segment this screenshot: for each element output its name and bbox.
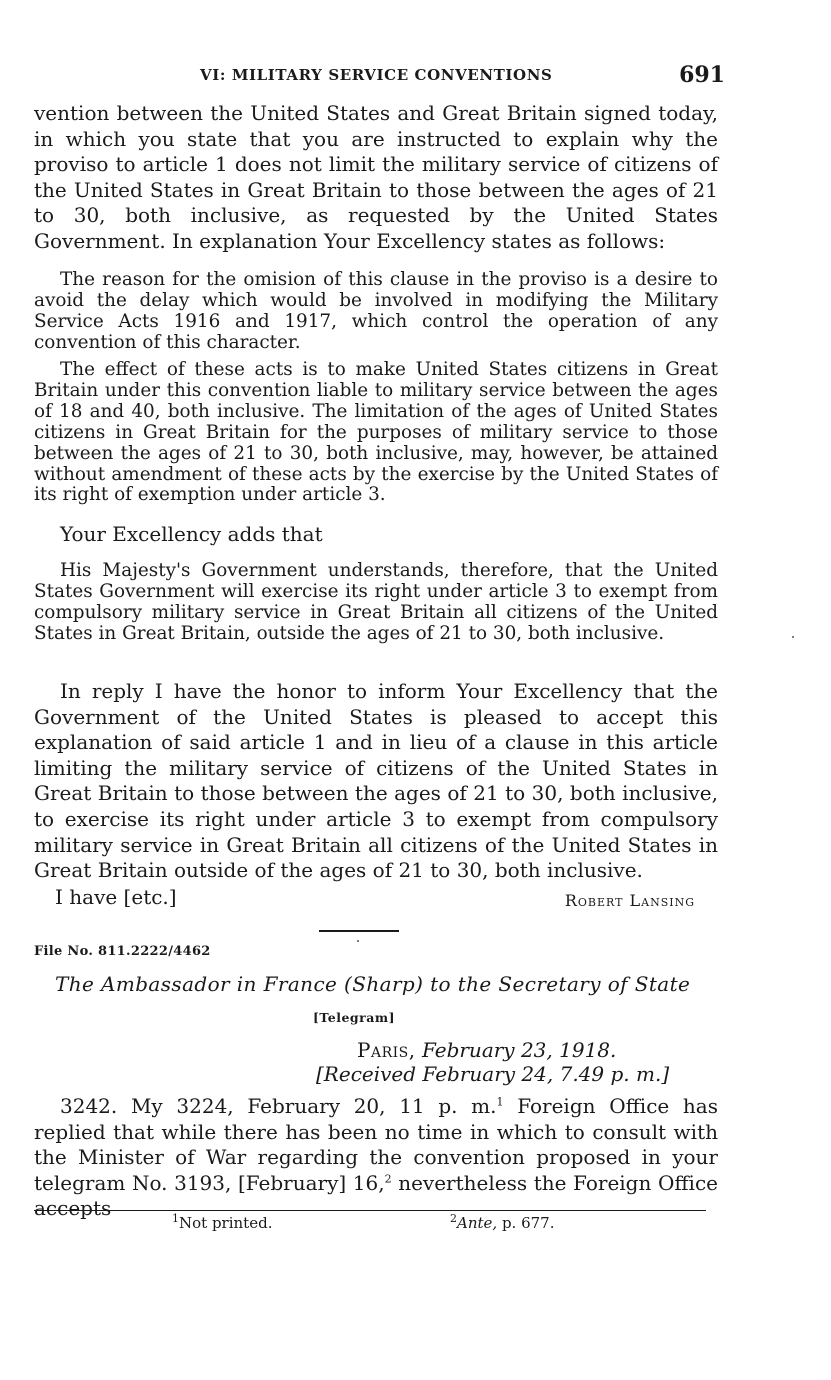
page-number: 691	[679, 62, 725, 88]
footnote-1-text: Not printed.	[179, 1214, 273, 1232]
quoted-paragraph-2: The effect of these acts is to make United States citizens in Great Britain under this convention liable to military service between the ages of 18 and 40, both inclusive. The limitation of the ages of United States citizens in Great Britain for the purposes of military service to those between the ages of 21 to 30, both inclusive, may, however, be attained without amendment of these acts by the exercise by the United States of its right of exemption under article 3.	[34, 359, 718, 506]
document-title: The Ambassador in France (Sharp) to the Secretary of State	[55, 972, 691, 996]
print-speck	[792, 636, 794, 638]
telegram-body	[34, 1094, 718, 1222]
footnote-2	[450, 1214, 554, 1232]
footnote-2-ante: Ante,	[457, 1214, 498, 1232]
dateline	[357, 1038, 616, 1062]
print-speck	[357, 940, 359, 942]
footnote-rule	[34, 1210, 706, 1211]
footnote-ref-2: 2	[384, 1172, 392, 1186]
telegram-text-2: Foreign Office has replied that while there has been no time in which to consult with the Minister of War regarding the convention proposed in your telegram No. 3193, [February] 16,	[34, 1094, 718, 1195]
quoted-paragraph-1: The reason for the omision of this clause in the proviso is a desire to avoid the delay which would be involved in modifying the Military Service Acts 1916 and 1917, which control the operation of any convention of this character.	[34, 269, 718, 353]
footnote-2-marker: 2	[450, 1212, 457, 1225]
page-header	[40, 62, 725, 92]
quoted-paragraph-3: His Majesty's Government understands, therefore, that the United States Government will exercise its right under article 3 to exempt from compulsory military service in Great Britain all citizens of the United States in Great Britain, outside the ages of 21 to 30, both inclusive.	[34, 560, 718, 644]
signoff	[55, 885, 695, 913]
footnote-1-marker: 1	[172, 1212, 179, 1225]
signature: Robert Lansing	[564, 891, 695, 910]
adds-paragraph: Your Excellency adds that	[60, 522, 323, 546]
running-head: VI: MILITARY SERVICE CONVENTIONS	[200, 66, 553, 84]
received-note: [Received February 24, 7.49 p. m.]	[316, 1062, 670, 1086]
reply-paragraph: In reply I have the honor to inform Your Excellency that the Government of the United States is pleased to accept this explanation of said article 1 and in lieu of a clause in this article limiting the military service of citizens of the United States in Great Britain to those between the ages of 21 to 30, both inclusive, to exercise its right under article 3 to exempt from compulsory military service in Great Britain all citizens of the United States in Great Britain outside of the ages of 21 to 30, both inclusive.	[34, 679, 718, 883]
footnote-1	[172, 1214, 272, 1232]
footnote-ref-1: 1	[496, 1095, 504, 1109]
opening-paragraph: vention between the United States and Great Britain signed today, in which you state that you are instructed to explain why the proviso to article 1 does not limit the military service of citizens of the United States in Great Britain to those between the ages of 21 to 30, both inclusive, as requested by the United States Government. In explanation Your Excellency states as follows:	[34, 101, 718, 253]
file-number: File No. 811.2222/4462	[34, 944, 211, 959]
footnotes	[34, 1214, 706, 1238]
closing-formula: I have [etc.]	[55, 885, 177, 909]
telegram-text-1: 3242. My 3224, February 20, 11 p. m.	[60, 1094, 497, 1118]
section-divider	[319, 930, 399, 932]
dateline-date: February 23, 1918.	[421, 1038, 617, 1062]
dateline-place: Paris,	[357, 1038, 416, 1062]
telegram-text-3: nevertheless the Foreign Office accepts	[34, 1170, 718, 1221]
footnote-2-text: p. 677.	[497, 1214, 555, 1232]
document-type: [Telegram]	[313, 1010, 396, 1025]
